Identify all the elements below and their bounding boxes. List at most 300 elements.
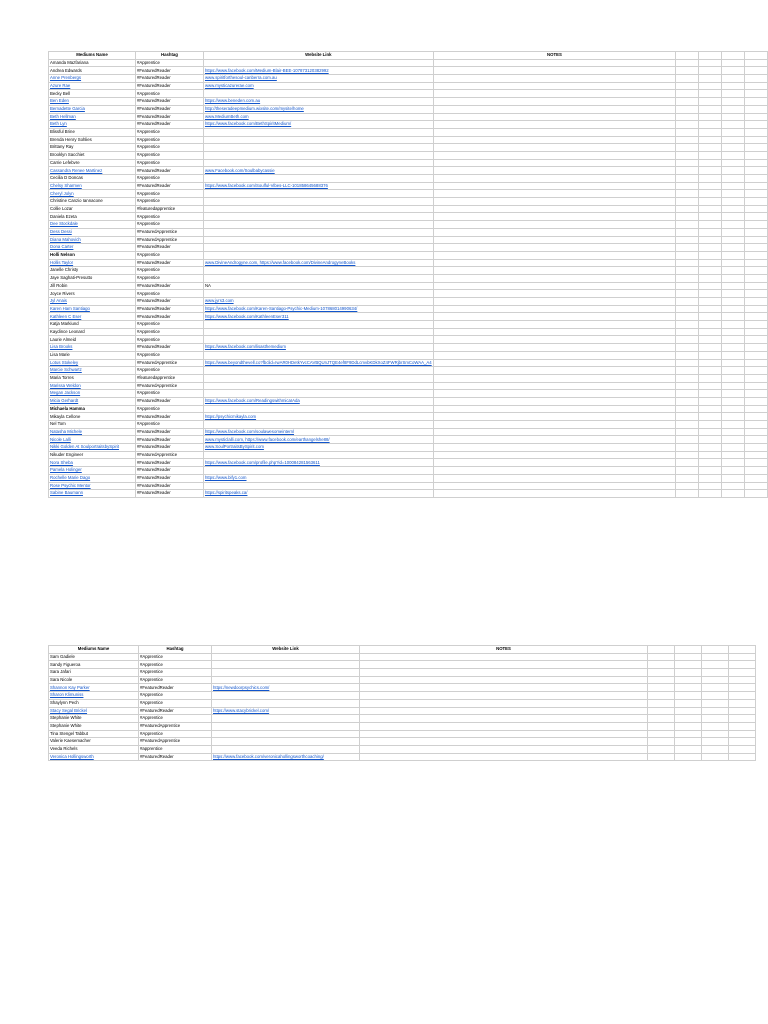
empty-cell[interactable] (676, 382, 699, 390)
empty-cell[interactable] (676, 282, 699, 290)
medium-name-cell[interactable]: Natasha Michele (49, 428, 136, 436)
empty-cell[interactable] (648, 722, 675, 730)
medium-name-cell[interactable]: Marcie Schwartz (49, 367, 136, 375)
empty-cell[interactable] (675, 738, 702, 746)
empty-cell[interactable] (699, 459, 722, 467)
empty-cell[interactable] (729, 669, 756, 677)
empty-cell[interactable] (745, 167, 768, 175)
empty-cell[interactable] (745, 228, 768, 236)
empty-cell[interactable] (745, 428, 768, 436)
medium-name-cell[interactable]: Diana Mahovich (49, 236, 136, 244)
notes-cell[interactable] (433, 367, 675, 375)
notes-cell[interactable] (433, 113, 675, 121)
empty-cell[interactable] (699, 405, 722, 413)
empty-cell[interactable] (676, 290, 699, 298)
empty-cell[interactable] (745, 436, 768, 444)
empty-cell[interactable] (722, 305, 745, 313)
empty-cell[interactable] (676, 428, 699, 436)
empty-cell[interactable] (699, 351, 722, 359)
empty-cell[interactable] (722, 175, 745, 183)
empty-cell[interactable] (745, 451, 768, 459)
empty-cell[interactable] (699, 113, 722, 121)
empty-cell[interactable] (699, 413, 722, 421)
medium-name-cell[interactable]: Rose Psychic Mentor (49, 482, 136, 490)
website-link-cell[interactable]: www.mysticazurerae.com (203, 82, 433, 90)
website-link-cell[interactable]: www.spiritforthesoul-canberra.com.au (203, 75, 433, 83)
empty-cell[interactable] (699, 182, 722, 190)
empty-cell[interactable] (722, 236, 745, 244)
notes-cell[interactable] (433, 421, 675, 429)
empty-cell[interactable] (699, 259, 722, 267)
empty-cell[interactable] (676, 359, 699, 367)
empty-cell[interactable] (745, 198, 768, 206)
empty-cell[interactable] (699, 467, 722, 475)
empty-cell[interactable] (676, 436, 699, 444)
notes-cell[interactable] (360, 730, 648, 738)
empty-cell[interactable] (745, 190, 768, 198)
empty-cell[interactable] (699, 305, 722, 313)
empty-cell[interactable] (699, 67, 722, 75)
empty-cell[interactable] (745, 98, 768, 106)
empty-cell[interactable] (648, 676, 675, 684)
empty-cell[interactable] (675, 661, 702, 669)
empty-cell[interactable] (722, 90, 745, 98)
empty-cell[interactable] (699, 444, 722, 452)
empty-cell[interactable] (648, 738, 675, 746)
empty-cell[interactable] (722, 359, 745, 367)
empty-cell[interactable] (676, 490, 699, 498)
empty-cell[interactable] (745, 251, 768, 259)
notes-cell[interactable] (360, 707, 648, 715)
empty-cell[interactable] (722, 267, 745, 275)
empty-cell[interactable] (722, 151, 745, 159)
empty-cell[interactable] (745, 444, 768, 452)
empty-cell[interactable] (745, 467, 768, 475)
empty-cell[interactable] (702, 661, 729, 669)
medium-name-cell[interactable]: Jyl Anais (49, 298, 136, 306)
empty-cell[interactable] (745, 267, 768, 275)
empty-cell[interactable] (676, 175, 699, 183)
notes-cell[interactable] (433, 444, 675, 452)
notes-cell[interactable] (433, 259, 675, 267)
medium-name-cell[interactable]: Sharon Klimuniss (49, 692, 139, 700)
empty-cell[interactable] (676, 313, 699, 321)
notes-cell[interactable] (433, 167, 675, 175)
empty-cell[interactable] (699, 75, 722, 83)
empty-cell[interactable] (699, 328, 722, 336)
empty-cell[interactable] (676, 151, 699, 159)
empty-cell[interactable] (745, 144, 768, 152)
website-link-cell[interactable]: https://www.beneden.com.au (203, 98, 433, 106)
empty-cell[interactable] (745, 113, 768, 121)
empty-cell[interactable] (722, 59, 745, 67)
empty-cell[interactable] (745, 59, 768, 67)
empty-cell[interactable] (745, 82, 768, 90)
empty-cell[interactable] (699, 436, 722, 444)
empty-cell[interactable] (722, 482, 745, 490)
empty-cell[interactable] (699, 359, 722, 367)
empty-cell[interactable] (648, 715, 675, 723)
notes-cell[interactable] (433, 467, 675, 475)
empty-cell[interactable] (676, 136, 699, 144)
medium-name-cell[interactable]: Megan Jackson (49, 390, 136, 398)
empty-cell[interactable] (676, 267, 699, 275)
empty-cell[interactable] (729, 715, 756, 723)
notes-cell[interactable] (433, 67, 675, 75)
website-link-cell[interactable]: https://www.facebook.com/KathleenEser311 (203, 313, 433, 321)
empty-cell[interactable] (699, 421, 722, 429)
notes-cell[interactable] (433, 98, 675, 106)
empty-cell[interactable] (722, 213, 745, 221)
empty-cell[interactable] (722, 251, 745, 259)
empty-cell[interactable] (722, 344, 745, 352)
empty-cell[interactable] (722, 98, 745, 106)
notes-cell[interactable] (433, 75, 675, 83)
empty-cell[interactable] (702, 699, 729, 707)
empty-cell[interactable] (699, 144, 722, 152)
notes-cell[interactable] (433, 436, 675, 444)
empty-cell[interactable] (675, 676, 702, 684)
medium-name-cell[interactable]: Nicole Lalli (49, 436, 136, 444)
website-link-cell[interactable]: https://www.facebook.com/profile.php?id=100084281563611 (203, 459, 433, 467)
empty-cell[interactable] (699, 213, 722, 221)
empty-cell[interactable] (699, 321, 722, 329)
empty-cell[interactable] (675, 707, 702, 715)
empty-cell[interactable] (676, 421, 699, 429)
empty-cell[interactable] (699, 59, 722, 67)
empty-cell[interactable] (745, 290, 768, 298)
empty-cell[interactable] (745, 151, 768, 159)
empty-cell[interactable] (676, 121, 699, 129)
empty-cell[interactable] (745, 298, 768, 306)
website-link-cell[interactable]: http://theseradeepmedium.wixsite.com/mysite/home (203, 105, 433, 113)
website-link-cell[interactable]: www.jyrs3.com (203, 298, 433, 306)
empty-cell[interactable] (745, 474, 768, 482)
notes-cell[interactable] (433, 321, 675, 329)
empty-cell[interactable] (745, 205, 768, 213)
medium-name-cell[interactable]: Kathleen C Eser (49, 313, 136, 321)
empty-cell[interactable] (699, 105, 722, 113)
empty-cell[interactable] (699, 221, 722, 229)
empty-cell[interactable] (676, 405, 699, 413)
empty-cell[interactable] (699, 136, 722, 144)
empty-cell[interactable] (745, 67, 768, 75)
notes-cell[interactable] (433, 128, 675, 136)
empty-cell[interactable] (722, 374, 745, 382)
empty-cell[interactable] (702, 722, 729, 730)
medium-name-cell[interactable]: Marissa Weldon (49, 382, 136, 390)
empty-cell[interactable] (722, 328, 745, 336)
notes-cell[interactable] (433, 390, 675, 398)
medium-name-cell[interactable]: Dona Carter (49, 244, 136, 252)
empty-cell[interactable] (676, 298, 699, 306)
empty-cell[interactable] (722, 351, 745, 359)
empty-cell[interactable] (722, 82, 745, 90)
website-link-cell[interactable]: https://www.facebook.com/veronicahollingsworthcoaching/ (212, 753, 360, 761)
empty-cell[interactable] (702, 745, 729, 753)
empty-cell[interactable] (676, 75, 699, 83)
notes-cell[interactable] (360, 715, 648, 723)
empty-cell[interactable] (722, 221, 745, 229)
notes-cell[interactable] (433, 282, 675, 290)
empty-cell[interactable] (699, 451, 722, 459)
empty-cell[interactable] (699, 482, 722, 490)
empty-cell[interactable] (648, 745, 675, 753)
website-link-cell[interactable]: https://www.facebook.com/soulawesomeinternl (203, 428, 433, 436)
notes-cell[interactable] (433, 344, 675, 352)
empty-cell[interactable] (676, 344, 699, 352)
empty-cell[interactable] (745, 374, 768, 382)
empty-cell[interactable] (676, 397, 699, 405)
empty-cell[interactable] (699, 282, 722, 290)
empty-cell[interactable] (699, 428, 722, 436)
empty-cell[interactable] (676, 244, 699, 252)
empty-cell[interactable] (676, 159, 699, 167)
empty-cell[interactable] (745, 105, 768, 113)
website-link-cell[interactable]: https://www.stacybrickel.com/ (212, 707, 360, 715)
empty-cell[interactable] (702, 715, 729, 723)
empty-cell[interactable] (702, 669, 729, 677)
empty-cell[interactable] (722, 490, 745, 498)
empty-cell[interactable] (648, 699, 675, 707)
empty-cell[interactable] (675, 692, 702, 700)
notes-cell[interactable] (360, 661, 648, 669)
empty-cell[interactable] (699, 228, 722, 236)
empty-cell[interactable] (729, 692, 756, 700)
empty-cell[interactable] (676, 390, 699, 398)
empty-cell[interactable] (699, 344, 722, 352)
empty-cell[interactable] (745, 351, 768, 359)
empty-cell[interactable] (676, 221, 699, 229)
empty-cell[interactable] (676, 128, 699, 136)
empty-cell[interactable] (676, 274, 699, 282)
empty-cell[interactable] (722, 397, 745, 405)
notes-cell[interactable] (433, 328, 675, 336)
empty-cell[interactable] (722, 228, 745, 236)
empty-cell[interactable] (676, 213, 699, 221)
empty-cell[interactable] (722, 459, 745, 467)
medium-name-cell[interactable]: Lotus Stokeley (49, 359, 136, 367)
empty-cell[interactable] (675, 722, 702, 730)
empty-cell[interactable] (745, 121, 768, 129)
empty-cell[interactable] (699, 128, 722, 136)
empty-cell[interactable] (729, 676, 756, 684)
notes-cell[interactable] (433, 190, 675, 198)
empty-cell[interactable] (676, 236, 699, 244)
empty-cell[interactable] (702, 707, 729, 715)
empty-cell[interactable] (722, 75, 745, 83)
empty-cell[interactable] (722, 282, 745, 290)
notes-cell[interactable] (433, 397, 675, 405)
empty-cell[interactable] (676, 444, 699, 452)
empty-cell[interactable] (722, 244, 745, 252)
medium-name-cell[interactable]: Chelsy Sharmen (49, 182, 136, 190)
empty-cell[interactable] (676, 190, 699, 198)
empty-cell[interactable] (729, 653, 756, 661)
empty-cell[interactable] (745, 136, 768, 144)
empty-cell[interactable] (722, 274, 745, 282)
empty-cell[interactable] (676, 259, 699, 267)
empty-cell[interactable] (745, 221, 768, 229)
empty-cell[interactable] (676, 144, 699, 152)
empty-cell[interactable] (699, 205, 722, 213)
empty-cell[interactable] (699, 175, 722, 183)
empty-cell[interactable] (745, 175, 768, 183)
empty-cell[interactable] (676, 305, 699, 313)
empty-cell[interactable] (722, 313, 745, 321)
empty-cell[interactable] (699, 274, 722, 282)
medium-name-cell[interactable]: Nikki Golden At SoulportraitsbySpirit (49, 444, 136, 452)
empty-cell[interactable] (745, 482, 768, 490)
empty-cell[interactable] (702, 692, 729, 700)
notes-cell[interactable] (433, 313, 675, 321)
notes-cell[interactable] (433, 175, 675, 183)
empty-cell[interactable] (675, 699, 702, 707)
website-link-cell[interactable]: https://www.facebook.com/Medium-Blair-BEE-107873120382992 (203, 67, 433, 75)
medium-name-cell[interactable]: Shannon Kay Parker (49, 684, 139, 692)
empty-cell[interactable] (648, 653, 675, 661)
empty-cell[interactable] (699, 121, 722, 129)
notes-cell[interactable] (433, 382, 675, 390)
empty-cell[interactable] (702, 684, 729, 692)
notes-cell[interactable] (433, 428, 675, 436)
medium-name-cell[interactable]: Dess Dessi (49, 228, 136, 236)
website-link-cell[interactable]: www.MediumBeth.com (203, 113, 433, 121)
empty-cell[interactable] (675, 753, 702, 761)
empty-cell[interactable] (745, 459, 768, 467)
medium-name-cell[interactable]: Sabine Baumann (49, 490, 136, 498)
empty-cell[interactable] (745, 244, 768, 252)
empty-cell[interactable] (676, 113, 699, 121)
website-link-cell[interactable]: www.DivineAndrogyne.com, https://www.facebook.com/DivineAndrogyneBooks (203, 259, 433, 267)
medium-name-cell[interactable]: Lisa Brooks (49, 344, 136, 352)
empty-cell[interactable] (722, 451, 745, 459)
empty-cell[interactable] (745, 413, 768, 421)
empty-cell[interactable] (722, 436, 745, 444)
notes-cell[interactable] (433, 59, 675, 67)
notes-cell[interactable] (433, 82, 675, 90)
medium-name-cell[interactable]: Stacy Segal Brickel (49, 707, 139, 715)
medium-name-cell[interactable]: Veronica Hollingsworth (49, 753, 139, 761)
empty-cell[interactable] (745, 328, 768, 336)
empty-cell[interactable] (722, 405, 745, 413)
empty-cell[interactable] (699, 98, 722, 106)
website-link-cell[interactable]: https://www.facebook.com/Karen-Santiago-Psychic-Medium-107868014990634/ (203, 305, 433, 313)
notes-cell[interactable] (433, 251, 675, 259)
notes-cell[interactable] (360, 669, 648, 677)
empty-cell[interactable] (745, 213, 768, 221)
notes-cell[interactable] (360, 745, 648, 753)
empty-cell[interactable] (676, 413, 699, 421)
empty-cell[interactable] (675, 684, 702, 692)
empty-cell[interactable] (722, 474, 745, 482)
notes-cell[interactable] (360, 753, 648, 761)
empty-cell[interactable] (722, 144, 745, 152)
empty-cell[interactable] (722, 321, 745, 329)
notes-cell[interactable] (433, 413, 675, 421)
empty-cell[interactable] (722, 105, 745, 113)
empty-cell[interactable] (729, 753, 756, 761)
medium-name-cell[interactable]: Cheryl Jolyn (49, 190, 136, 198)
medium-name-cell[interactable]: Azure Rae (49, 82, 136, 90)
notes-cell[interactable] (433, 144, 675, 152)
empty-cell[interactable] (745, 305, 768, 313)
empty-cell[interactable] (745, 421, 768, 429)
notes-cell[interactable] (433, 182, 675, 190)
empty-cell[interactable] (699, 251, 722, 259)
empty-cell[interactable] (699, 336, 722, 344)
notes-cell[interactable] (360, 722, 648, 730)
empty-cell[interactable] (729, 661, 756, 669)
notes-cell[interactable] (433, 136, 675, 144)
empty-cell[interactable] (745, 90, 768, 98)
empty-cell[interactable] (675, 745, 702, 753)
empty-cell[interactable] (676, 198, 699, 206)
empty-cell[interactable] (745, 336, 768, 344)
empty-cell[interactable] (729, 730, 756, 738)
notes-cell[interactable] (433, 205, 675, 213)
empty-cell[interactable] (722, 382, 745, 390)
notes-cell[interactable] (433, 359, 675, 367)
empty-cell[interactable] (699, 382, 722, 390)
empty-cell[interactable] (745, 236, 768, 244)
empty-cell[interactable] (722, 121, 745, 129)
website-link-cell[interactable]: www.SoulPortraitsBySpirit.com (203, 444, 433, 452)
notes-cell[interactable] (433, 90, 675, 98)
empty-cell[interactable] (699, 244, 722, 252)
empty-cell[interactable] (722, 198, 745, 206)
notes-cell[interactable] (433, 405, 675, 413)
empty-cell[interactable] (745, 397, 768, 405)
empty-cell[interactable] (648, 692, 675, 700)
empty-cell[interactable] (699, 490, 722, 498)
notes-cell[interactable] (433, 451, 675, 459)
notes-cell[interactable] (433, 305, 675, 313)
medium-name-cell[interactable]: Hollis Taylor (49, 259, 136, 267)
empty-cell[interactable] (722, 159, 745, 167)
website-link-cell[interactable]: www.mysticlalli.com, https://www.facebook.com/earthangelshe88/ (203, 436, 433, 444)
medium-name-cell[interactable]: Karen Ham Santiago (49, 305, 136, 313)
empty-cell[interactable] (729, 684, 756, 692)
notes-cell[interactable] (360, 653, 648, 661)
empty-cell[interactable] (699, 298, 722, 306)
empty-cell[interactable] (745, 359, 768, 367)
website-link-cell[interactable]: https://newdoorpsychics.com/ (212, 684, 360, 692)
notes-cell[interactable] (433, 151, 675, 159)
website-link-cell[interactable]: https://psychicmikayla.com (203, 413, 433, 421)
empty-cell[interactable] (676, 167, 699, 175)
empty-cell[interactable] (675, 653, 702, 661)
empty-cell[interactable] (722, 128, 745, 136)
empty-cell[interactable] (648, 684, 675, 692)
notes-cell[interactable] (433, 213, 675, 221)
empty-cell[interactable] (729, 738, 756, 746)
website-link-cell[interactable]: https://www.beyondthevell.co?fbclid=IwAR0HDetkYvcCAVBQUnJTQE4ef8F9DdLcmvbKDkXoZ4FWRjbrSmCoWAA_A4 (204, 359, 432, 365)
empty-cell[interactable] (699, 367, 722, 375)
empty-cell[interactable] (722, 444, 745, 452)
notes-cell[interactable] (433, 482, 675, 490)
empty-cell[interactable] (676, 459, 699, 467)
empty-cell[interactable] (676, 351, 699, 359)
empty-cell[interactable] (745, 274, 768, 282)
notes-cell[interactable] (433, 236, 675, 244)
empty-cell[interactable] (676, 328, 699, 336)
empty-cell[interactable] (699, 236, 722, 244)
empty-cell[interactable] (702, 753, 729, 761)
notes-cell[interactable] (433, 105, 675, 113)
notes-cell[interactable] (433, 274, 675, 282)
empty-cell[interactable] (676, 82, 699, 90)
